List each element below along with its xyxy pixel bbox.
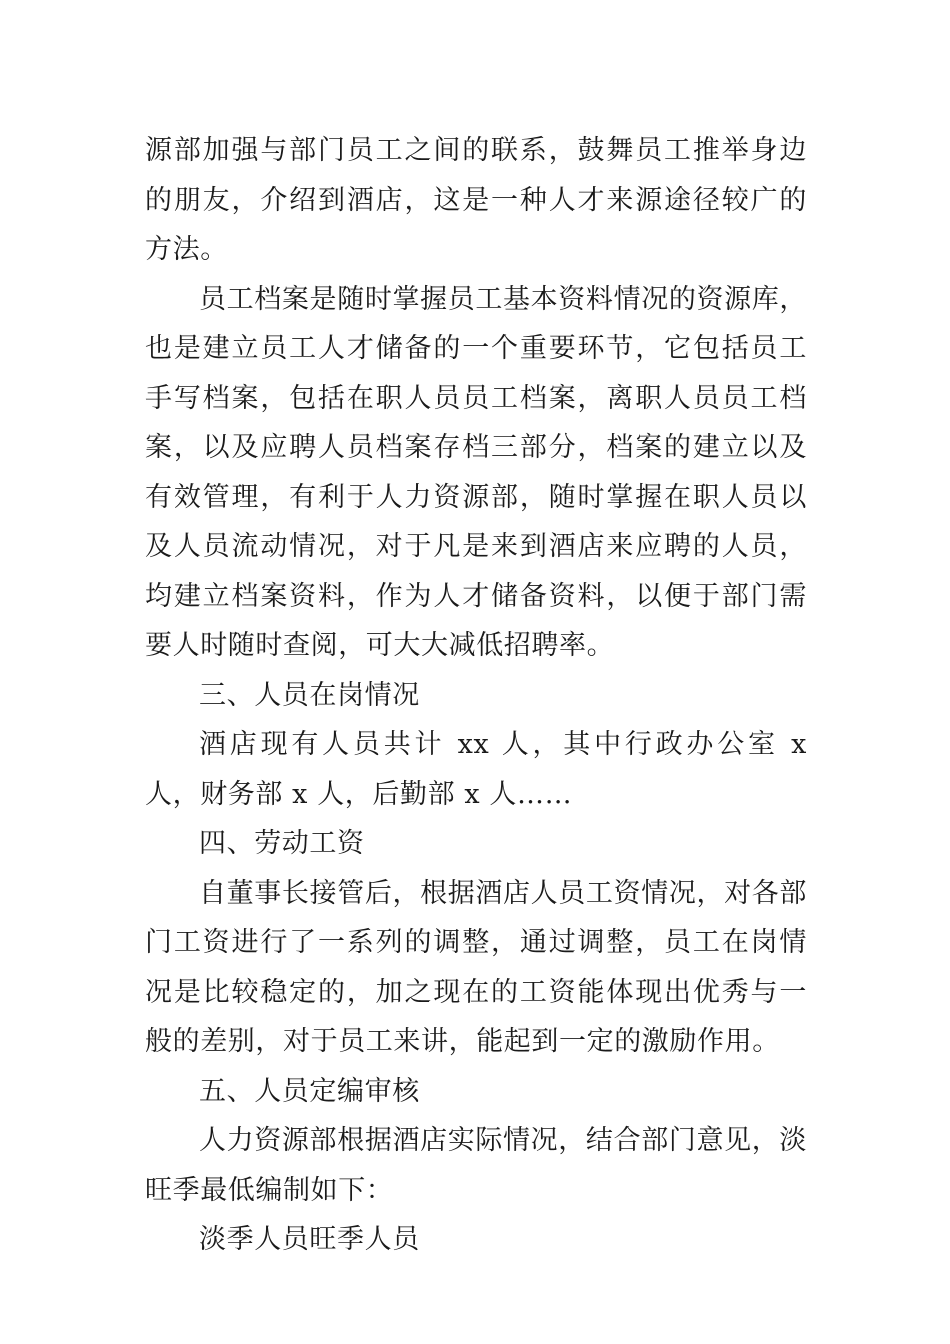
section-heading-staffing: 三、人员在岗情况 <box>199 679 420 711</box>
paragraph-season-table-header: 淡季人员旺季人员 <box>199 1224 420 1255</box>
section-heading-wages: 四、劳动工资 <box>199 828 365 859</box>
paragraph-employee-records: 员工档案是随时掌握员工基本资料情况的资源库，也是建立员工人才储备的一个重要环节，它包括员工手写档案，包括在职人员员工档案，离职人员员工档案，以及应聘人员档案存档三部分，档案的建立以及有效管理，有利于人力资源部，随时掌握在职人员以及人员流动情况，对于凡是来到酒店来应聘的人员，均建立档案资料，作为人才储备资料，以便于部门需要人时随时查阅，可大大减低招聘率。 <box>145 283 807 661</box>
document-body <box>145 126 807 1265</box>
paragraph-headcount-review: 人力资源部根据酒店实际情况，结合部门意见，淡旺季最低编制如下： <box>145 1125 807 1206</box>
paragraph-staffing: 酒店现有人员共计 xx 人，其中行政办公室 x 人，财务部 x 人，后勤部 x 人…… <box>145 729 807 810</box>
paragraph-recruitment-referral: 源部加强与部门员工之间的联系，鼓舞员工推举身边的朋友，介绍到酒店，这是一种人才来源途径较广的方法。 <box>145 135 807 265</box>
paragraph-wages: 自董事长接管后，根据酒店人员工资情况，对各部门工资进行了一系列的调整，通过调整，员工在岗情况是比较稳定的，加之现在的工资能体现出优秀与一般的差别，对于员工来讲，能起到一定的激励作用。 <box>145 877 807 1057</box>
section-heading-headcount-review: 五、人员定编审核 <box>199 1075 420 1107</box>
